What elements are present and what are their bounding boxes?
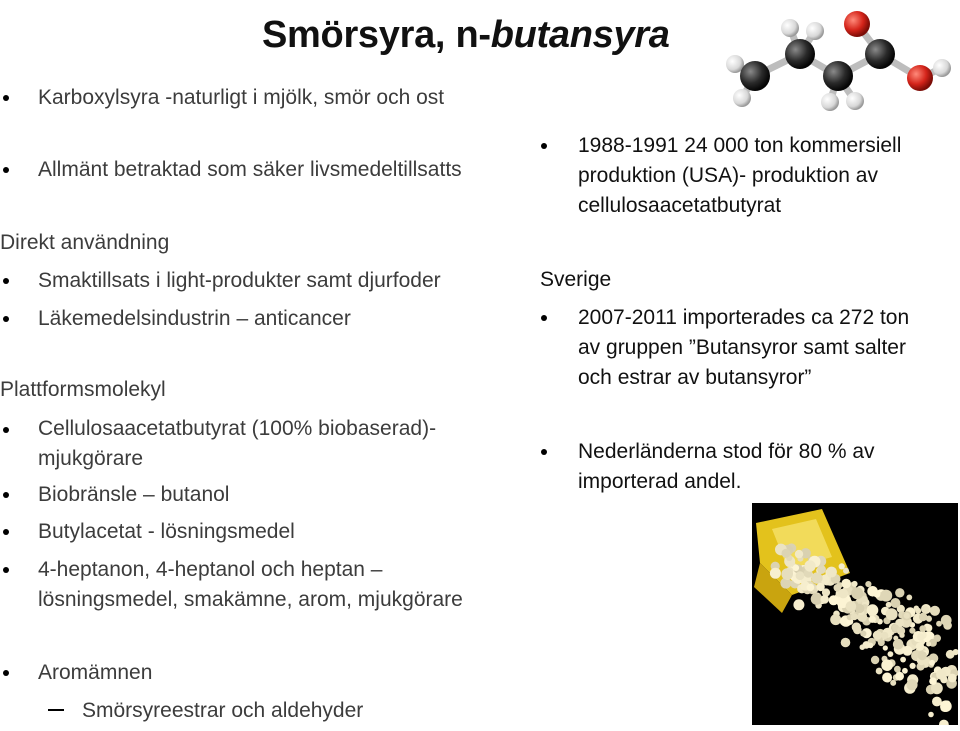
- bullet-text: Biobränsle – butanol: [38, 483, 230, 506]
- bullet-text: 2007-2011 importerades ca 272 ton: [578, 306, 910, 329]
- popcorn-kernel: [929, 660, 935, 666]
- popcorn-kernel: [804, 560, 815, 571]
- popcorn-kernel: [893, 639, 904, 650]
- popcorn-kernel: [906, 679, 917, 690]
- popcorn-kernel: [899, 633, 904, 638]
- popcorn-kernel: [782, 549, 791, 558]
- popcorn-kernel: [921, 606, 929, 614]
- popcorn-kernel: [895, 672, 904, 681]
- bullet-text: Nederländerna stod för 80 % av: [578, 440, 875, 463]
- bullet-text-continued: av gruppen ”Butansyror samt salter: [578, 336, 906, 359]
- popcorn-kernel: [906, 595, 912, 601]
- slide-title: [262, 14, 670, 57]
- popcorn-kernel: [855, 604, 864, 613]
- popcorn-kernel: [926, 642, 931, 647]
- popcorn-kernel: [852, 622, 861, 631]
- bullet-text-continued: mjukgörare: [38, 447, 144, 470]
- bullet-text: Smaktillsats i light-produkter samt djurfoder: [38, 269, 441, 292]
- bullet-dot: [541, 449, 547, 455]
- bullet-dot: [3, 427, 9, 433]
- popcorn-kernel: [851, 613, 858, 620]
- popcorn-kernel: [902, 646, 912, 656]
- popcorn-kernel: [865, 581, 871, 587]
- popcorn-kernel: [841, 638, 851, 648]
- bullet-text-continued: importerad andel.: [578, 470, 742, 493]
- popcorn-kernel: [811, 572, 822, 583]
- popcorn-kernel: [852, 581, 858, 587]
- section-heading: Sverige: [540, 268, 612, 291]
- bullet-dot: [3, 278, 9, 284]
- sub-bullet-text: Smörsyreestrar och aldehyder: [82, 699, 364, 722]
- popcorn-image: [752, 503, 958, 725]
- popcorn-kernel: [839, 563, 845, 569]
- popcorn-kernel: [890, 680, 896, 686]
- bullet-text: 1988-1991 24 000 ton kommersiell: [578, 134, 902, 157]
- sub-bullet-dash: [48, 709, 64, 711]
- popcorn-kernel: [838, 589, 848, 599]
- bullet-dot: [3, 167, 9, 173]
- bullet-text: 4-heptanon, 4-heptanol och heptan –: [38, 558, 383, 581]
- bullet-dot: [3, 95, 9, 101]
- popcorn-kernel: [917, 633, 925, 641]
- popcorn-kernel: [916, 642, 924, 650]
- bullet-text: Allmänt betraktad som säker livsmedeltillsatts: [38, 158, 462, 181]
- popcorn-kernel: [880, 590, 892, 602]
- popcorn-kernel: [816, 583, 824, 591]
- popcorn-kernel: [876, 668, 883, 675]
- popcorn-kernel: [781, 568, 793, 580]
- section-heading: Direkt användning: [0, 231, 170, 254]
- popcorn-kernel: [904, 613, 910, 619]
- popcorn-kernel: [793, 599, 804, 610]
- popcorn-kernel: [902, 668, 908, 674]
- bullet-text-continued: produktion (USA)- produktion av: [578, 164, 878, 187]
- popcorn-kernel: [770, 568, 781, 579]
- popcorn-kernel: [900, 657, 906, 663]
- popcorn-kernel: [919, 613, 927, 621]
- popcorn-kernel: [910, 663, 916, 669]
- popcorn-kernel: [851, 587, 863, 599]
- bullet-dot: [541, 143, 547, 149]
- popcorn-kernel: [894, 666, 901, 673]
- popcorn-kernel: [821, 595, 829, 603]
- popcorn-kernel: [928, 712, 934, 718]
- popcorn-kernel: [826, 567, 837, 578]
- bullet-text: Cellulosaacetatbutyrat (100% biobaserad)-: [38, 417, 437, 440]
- bullet-dot: [541, 315, 547, 321]
- popcorn-kernel: [886, 602, 892, 608]
- popcorn-kernel: [796, 571, 805, 580]
- popcorn-kernel: [868, 643, 874, 649]
- popcorn-kernel: [890, 598, 900, 608]
- popcorn-kernel: [940, 700, 952, 712]
- popcorn-kernel: [936, 669, 946, 679]
- bullet-text-continued: och estrar av butansyror”: [578, 366, 812, 389]
- bullet-dot: [3, 316, 9, 322]
- bullet-text: Karboxylsyra -naturligt i mjölk, smör och ost: [38, 86, 445, 109]
- popcorn-kernel: [914, 606, 919, 611]
- section-heading: Plattformsmolekyl: [0, 378, 166, 401]
- popcorn-kernel: [929, 677, 937, 685]
- popcorn-kernel: [925, 624, 932, 631]
- bullet-text-continued: cellulosaacetatbutyrat: [578, 194, 782, 217]
- bullet-text-continued: lösningsmedel, smakämne, arom, mjukgörare: [38, 588, 463, 611]
- popcorn-kernel: [860, 644, 866, 650]
- bullet-text: Läkemedelsindustrin – anticancer: [38, 307, 351, 330]
- popcorn-kernel: [871, 656, 879, 664]
- popcorn-kernel: [843, 568, 849, 574]
- popcorn-kernel: [881, 659, 893, 671]
- popcorn-kernel: [867, 604, 879, 616]
- popcorn-kernel: [930, 606, 940, 616]
- title-main: Smörsyra, n-: [262, 14, 491, 56]
- popcorn-kernel: [873, 631, 882, 640]
- popcorn-kernel: [829, 595, 839, 605]
- popcorn-kernel: [948, 674, 957, 683]
- popcorn-kernel: [795, 550, 803, 558]
- popcorn-kernel: [882, 673, 892, 683]
- popcorn-kernel: [793, 565, 799, 571]
- popcorn-kernel: [841, 579, 851, 589]
- popcorn-kernel: [941, 615, 952, 626]
- popcorn-kernel: [886, 608, 898, 620]
- bullet-dot: [3, 492, 9, 498]
- popcorn-kernel: [860, 631, 866, 637]
- popcorn-kernel: [869, 616, 876, 623]
- popcorn-kernel: [867, 586, 878, 597]
- title-italic: butansyra: [490, 14, 670, 56]
- popcorn-kernel: [918, 651, 927, 660]
- popcorn-kernel: [830, 614, 841, 625]
- bullet-dot: [3, 567, 9, 573]
- bullet-text: Butylacetat - lösningsmedel: [38, 520, 295, 543]
- bullet-dot: [3, 670, 9, 676]
- bullet-dot: [3, 529, 9, 535]
- bullet-text: Aromämnen: [38, 661, 153, 684]
- popcorn-kernel: [895, 588, 904, 597]
- popcorn-kernel: [881, 632, 888, 639]
- popcorn-kernel: [888, 651, 894, 657]
- popcorn-kernel: [846, 601, 857, 612]
- popcorn-kernel: [883, 645, 888, 650]
- butyric-acid-molecule-image: [720, 6, 960, 116]
- popcorn-kernel: [807, 584, 815, 592]
- popcorn-kernel: [919, 625, 926, 632]
